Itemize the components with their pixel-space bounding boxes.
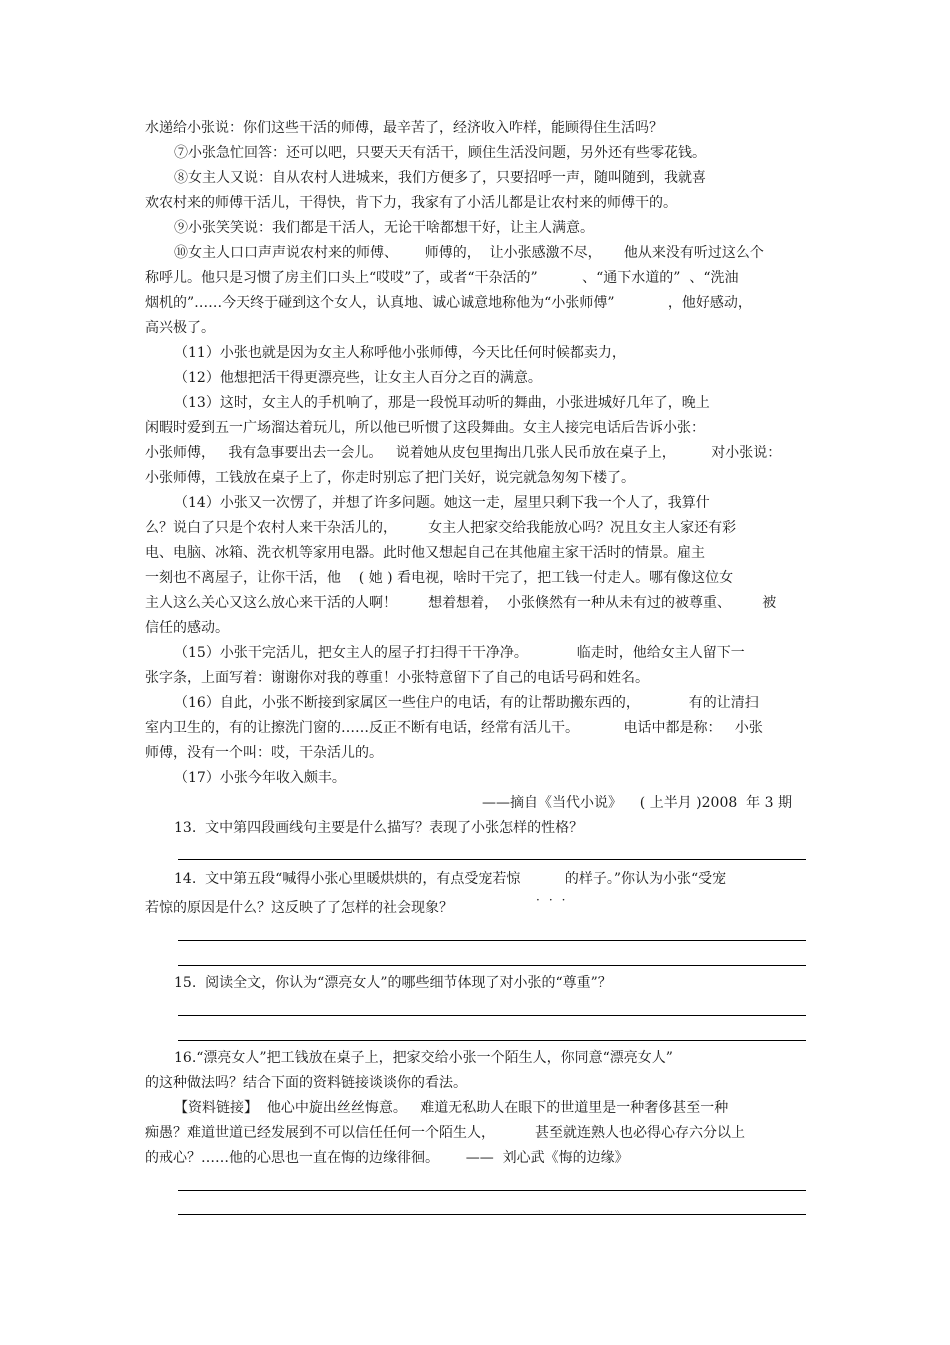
source-citation: ——摘自《当代小说》 ( 上半月 )2008 年 3 期 <box>482 795 792 811</box>
text-line: 的戒心？……他的心思也一直在悔的边缘徘徊。 —— 刘心武《悔的边缘》 <box>145 1150 629 1166</box>
text-line: （15）小张干完活儿，把女主人的屋子打扫得干干净净。 临走时，他给女主人留下一 <box>174 645 745 661</box>
text-line: ⑦小张急忙回答：还可以吧，只要天天有活干，顾住生活没问题，另外还有些零花钱。 <box>174 145 706 161</box>
text-line: 小张师傅， 我有急事要出去一会儿。 说着她从皮包里掏出几张人民币放在桌子上， 对小张说： <box>145 445 782 461</box>
text-line: 信任的感动。 <box>145 620 229 636</box>
text-line: ⑩女主人口口声声说农村来的师傅、 师傅的， 让小张感激不尽， 他从来没有听过这么个 <box>174 245 764 261</box>
answer-line <box>178 1214 806 1215</box>
question-16: 16.“漂亮女人”把工钱放在桌子上，把家交给小张一个陌生人，你同意“漂亮女人” <box>174 1050 673 1066</box>
answer-line <box>178 965 806 966</box>
text-line: 痴愚？难道世道已经发展到不可以信任任何一个陌生人， 甚至就连熟人也必得心存六分以上 <box>145 1125 746 1141</box>
text-line: ⑨小张笑笑说：我们都是干活人，无论干啥都想干好，让主人满意。 <box>174 220 594 236</box>
answer-line <box>178 1015 806 1016</box>
text-line: 电、电脑、冰箱、洗衣机等家用电器。此时他又想起自己在其他雇主家干活时的情景。雇主 <box>145 545 705 561</box>
text-line: 小张师傅，工钱放在桌子上了，你走时别忘了把门关好，说完就急匆匆下楼了。 <box>145 470 635 486</box>
text-line: ⑧女主人又说：自从农村人进城来，我们方便多了，只要招呼一声，随叫随到，我就喜 <box>174 170 706 186</box>
question-13: 13. 文中第四段画线句主要是什么描写？表现了小张怎样的性格？ <box>174 820 584 836</box>
emphasis-dots: ··· <box>536 893 575 907</box>
text-line: 欢农村来的师傅干活儿，干得快，肯下力，我家有了小活儿都是让农村来的师傅干的。 <box>145 195 677 211</box>
question-14: 14. 文中第五段“喊得小张心里暖烘烘的，有点受宠若惊 的样子。”你认为小张“受宠 <box>174 871 727 887</box>
answer-line <box>178 1190 806 1191</box>
text-line: 么？说白了只是个农村人来干杂活儿的， 女主人把家交给我能放心吗？况且女主人家还有彩 <box>145 520 737 536</box>
material-link: 【资料链接】 他心中旋出丝丝悔意。 难道无私助人在眼下的世道里是一种奢侈甚至一种 <box>174 1100 729 1116</box>
answer-line <box>178 940 806 941</box>
text-line: 张字条，上面写着：谢谢你对我的尊重！小张特意留下了自己的电话号码和姓名。 <box>145 670 649 686</box>
text-line: （17）小张今年收入颇丰。 <box>174 770 346 786</box>
text-line: 室内卫生的，有的让擦洗门窗的……反正不断有电话，经常有活儿干。 电话中都是称： 小张 <box>145 720 763 736</box>
text-line: 闲暇时爱到五一广场溜达着玩儿，所以他已听惯了这段舞曲。女主人接完电话后告诉小张： <box>145 420 705 436</box>
text-line: 烟机的”……今天终于碰到这个女人，认真地、诚心诚意地称他为“小张师傅” ，他好感动， <box>145 295 752 311</box>
text-line: （12）他想把活干得更漂亮些，让女主人百分之百的满意。 <box>174 370 542 386</box>
text-line: 若惊的原因是什么？这反映了了怎样的社会现象？ <box>145 900 453 916</box>
text-line: 的这种做法吗？结合下面的资料链接谈谈你的看法。 <box>145 1075 467 1091</box>
text-line: （16）自此，小张不断接到家属区一些住户的电话，有的让帮助搬东西的， 有的让清扫 <box>174 695 759 711</box>
text-line: 师傅，没有一个叫：哎，干杂活儿的。 <box>145 745 383 761</box>
text-line: （13）这时，女主人的手机响了，那是一段悦耳动听的舞曲，小张进城好几年了，晚上 <box>174 395 710 411</box>
answer-line <box>178 859 806 860</box>
answer-line <box>178 1040 806 1041</box>
text-line: 水递给小张说：你们这些干活的师傅，最辛苦了，经济收入咋样，能顾得住生活吗？ <box>145 120 663 136</box>
question-15: 15. 阅读全文，你认为“漂亮女人”的哪些细节体现了对小张的“尊重”？ <box>174 975 612 991</box>
text-line: （11）小张也就是因为女主人称呼他小张师傅，今天比任何时候都卖力， <box>174 345 626 361</box>
text-line: 称呼儿。他只是习惯了房主们口头上“哎哎”了，或者“干杂活的” 、“通下水道的” 、“洗油 <box>145 270 739 286</box>
text-line: （14）小张又一次愣了，并想了许多问题。她这一走，屋里只剩下我一个人了，我算什 <box>174 495 710 511</box>
text-line: 一刻也不离屋子，让你干活，他 ( 她 ) 看电视，啥时干完了，把工钱一付走人。哪有像这位女 <box>145 570 734 586</box>
text-line: 高兴极了。 <box>145 320 215 336</box>
text-line: 主人这么关心又这么放心来干活的人啊！ 想着想着， 小张倏然有一种从未有过的被尊重、 被 <box>145 595 777 611</box>
